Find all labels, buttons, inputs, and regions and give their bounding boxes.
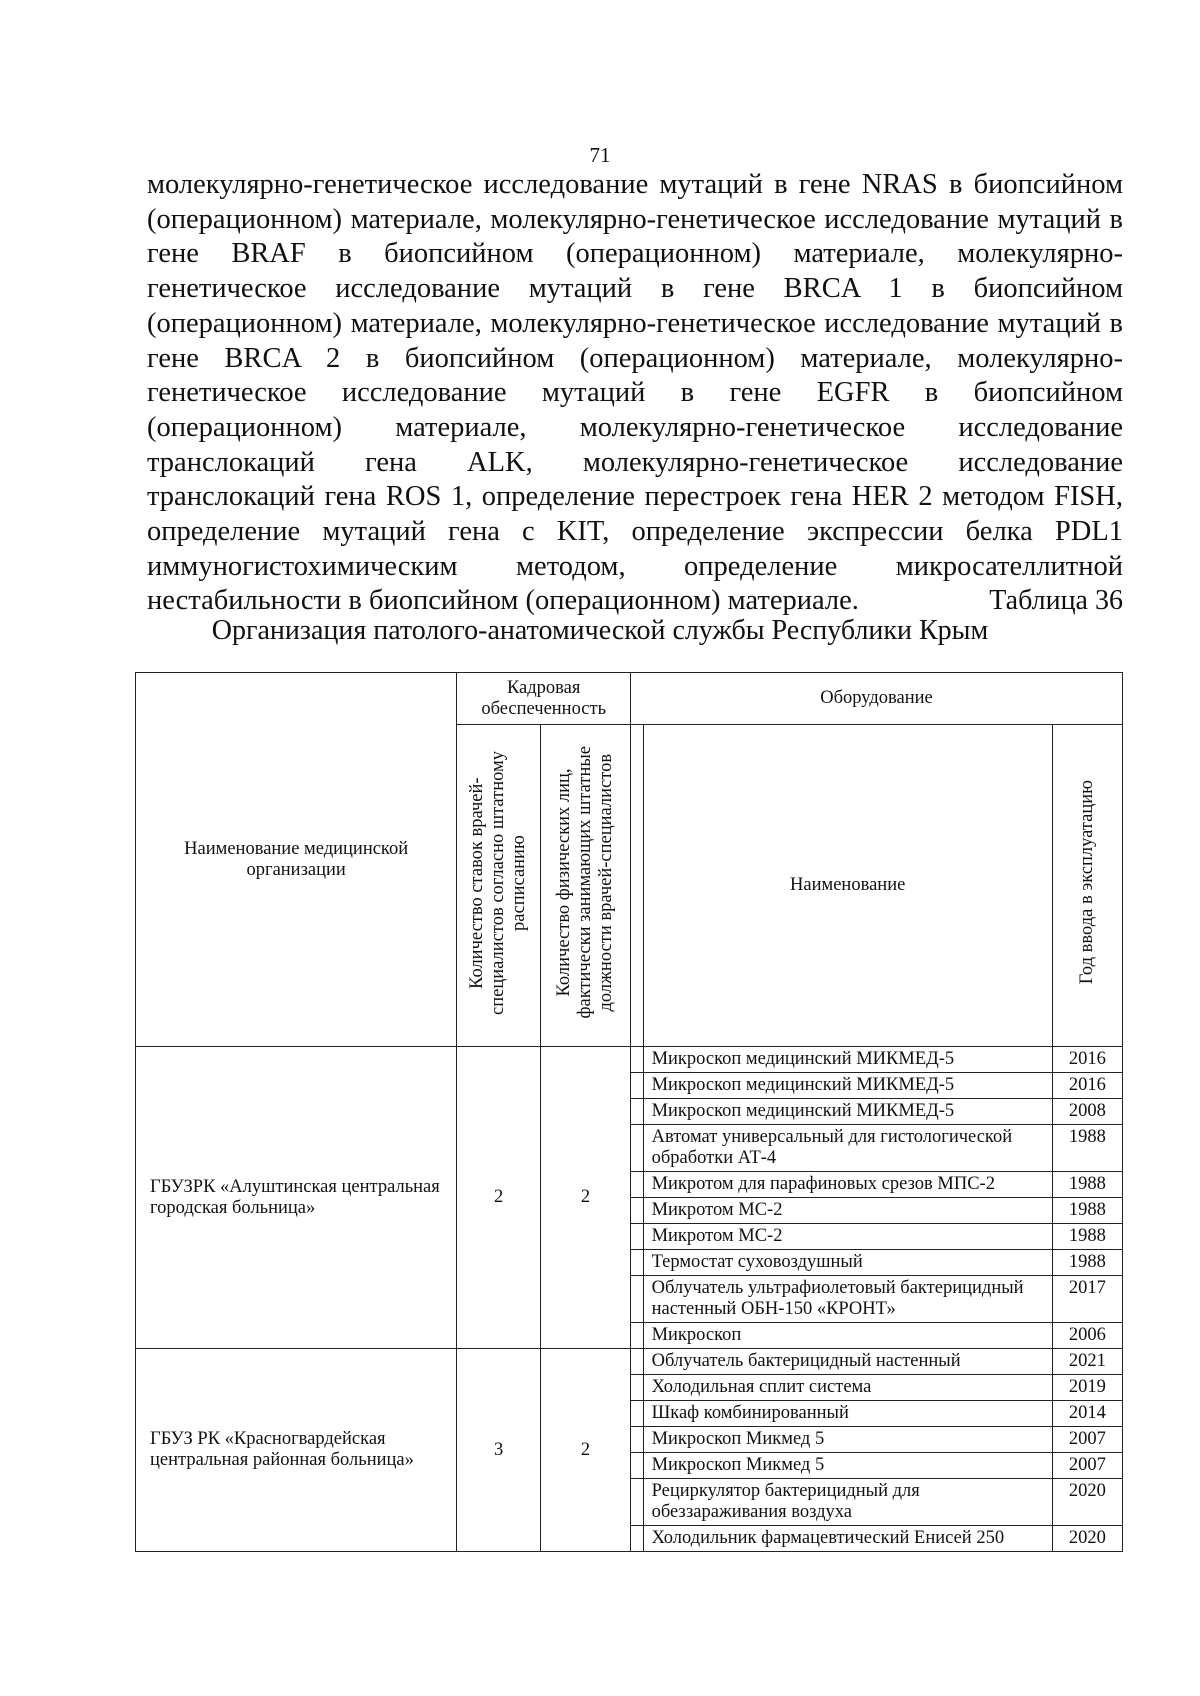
header-staff-persons-text: Количество физических лиц, фактически занимающих штатные должности врачей-специалистов (554, 746, 617, 1019)
equipment-year-cell: 1988 (1052, 1250, 1122, 1276)
column-gap (631, 1375, 644, 1401)
equipment-name-cell: Микроскоп медицинский МИКМЕД-5 (643, 1073, 1052, 1099)
column-gap (631, 1125, 644, 1172)
header-staffing: Кадровая обеспеченность (457, 673, 631, 725)
column-gap (631, 1427, 644, 1453)
equipment-table (135, 672, 1123, 1552)
header-staff-persons (541, 725, 631, 1047)
equipment-year-cell: 2007 (1052, 1453, 1122, 1479)
equipment-name-cell: Микротом МС-2 (643, 1198, 1052, 1224)
header-gap (631, 725, 644, 1047)
column-gap (631, 1047, 644, 1073)
column-gap (631, 1276, 644, 1323)
header-staff-positions-text: Количество ставок врачей- специалистов согласно штатному расписанию (467, 750, 530, 1015)
equipment-name-cell: Холодильник фармацевтический Енисей 250 (643, 1526, 1052, 1552)
table-header (136, 673, 1123, 1047)
equipment-year-cell: 2016 (1052, 1047, 1122, 1073)
column-gap (631, 1479, 644, 1526)
equipment-year-cell: 2008 (1052, 1099, 1122, 1125)
header-equipment-year (1052, 725, 1122, 1047)
equipment-year-cell: 1988 (1052, 1198, 1122, 1224)
column-gap (631, 1172, 644, 1198)
equipment-year-cell: 2017 (1052, 1276, 1122, 1323)
equipment-name-cell: Термостат суховоздушный (643, 1250, 1052, 1276)
staff-persons-cell: 2 (541, 1047, 631, 1349)
staff-positions-cell: 2 (457, 1047, 541, 1349)
equipment-year-cell: 2006 (1052, 1323, 1122, 1349)
equipment-name-cell: Холодильная сплит система (643, 1375, 1052, 1401)
column-gap (631, 1526, 644, 1552)
equipment-year-cell: 2007 (1052, 1427, 1122, 1453)
staff-positions-cell: 3 (457, 1349, 541, 1552)
header-equipment: Оборудование (631, 673, 1123, 725)
table-number: Таблица 36 (989, 585, 1123, 616)
equipment-name-cell: Микроскоп медицинский МИКМЕД-5 (643, 1099, 1052, 1125)
org-name-cell: ГБУЗ РК «Красногвардейская центральная районная больница» (136, 1349, 457, 1552)
header-equipment-year-text: Год ввода в эксплуатацию (1076, 780, 1097, 985)
header-equipment-name: Наименование (643, 725, 1052, 1047)
equipment-year-cell: 1988 (1052, 1224, 1122, 1250)
equipment-name-cell: Микротом для парафиновых срезов МПС-2 (643, 1172, 1052, 1198)
header-org-name: Наименование медицинской организации (136, 673, 457, 1047)
equipment-name-cell: Рециркулятор бактерицидный для обеззараживания воздуха (643, 1479, 1052, 1526)
body-paragraph: молекулярно-генетическое исследование мутаций в гене NRAS в биопсийном (операционном) материале, молекулярно-генетическое исследование мутаций в гене BRAF в биопсийном (операционном) материале, молекулярно-генетическое исследование мутаций в гене BRCA 1 в биопсийном (операционном) материале, молекулярно-генетическое исследование мутаций в гене BRCA 2 в биопсийном (операционном) материале, молекулярно-генетическое исследование мутаций в гене EGFR в биопсийном (операционном) материале, молекулярно-генетическое исследование транслокаций гена ALK, молекулярно-генетическое исследование транслокаций гена ROS 1, определение перестроек гена HER 2 методом FISH, определение мутаций гена с KIT, определение экспрессии белка PDL1 иммуногистохимическим методом, определение микросателлитной нестабильности в биопсийном (операционном) материале. (147, 169, 1123, 617)
equipment-year-cell: 2014 (1052, 1401, 1122, 1427)
staff-persons-cell: 2 (541, 1349, 631, 1552)
equipment-name-cell: Микротом МС-2 (643, 1224, 1052, 1250)
org-name-cell: ГБУЗРК «Алуштинская центральная городская больница» (136, 1047, 457, 1349)
page-number: 71 (589, 143, 611, 167)
equipment-year-cell: 2019 (1052, 1375, 1122, 1401)
column-gap (631, 1401, 644, 1427)
header-staff-positions (457, 725, 541, 1047)
equipment-year-cell: 1988 (1052, 1172, 1122, 1198)
equipment-year-cell: 2016 (1052, 1073, 1122, 1099)
equipment-name-cell: Облучатель ультрафиолетовый бактерицидный настенный ОБН-150 «КРОНТ» (643, 1276, 1052, 1323)
column-gap (631, 1099, 644, 1125)
equipment-name-cell: Микроскоп Микмед 5 (643, 1427, 1052, 1453)
equipment-year-cell: 2020 (1052, 1479, 1122, 1526)
equipment-name-cell: Автомат универсальный для гистологической обработки АТ-4 (643, 1125, 1052, 1172)
equipment-year-cell: 2021 (1052, 1349, 1122, 1375)
equipment-year-cell: 1988 (1052, 1125, 1122, 1172)
table-body (136, 1047, 1123, 1552)
table-row (136, 1047, 1123, 1073)
table-caption: Организация патолого-анатомической службы Республики Крым (211, 615, 989, 646)
equipment-name-cell: Микроскоп (643, 1323, 1052, 1349)
column-gap (631, 1323, 644, 1349)
equipment-name-cell: Микроскоп Микмед 5 (643, 1453, 1052, 1479)
equipment-name-cell: Облучатель бактерицидный настенный (643, 1349, 1052, 1375)
column-gap (631, 1224, 644, 1250)
equipment-name-cell: Микроскоп медицинский МИКМЕД-5 (643, 1047, 1052, 1073)
column-gap (631, 1198, 644, 1224)
column-gap (631, 1073, 644, 1099)
equipment-name-cell: Шкаф комбинированный (643, 1401, 1052, 1427)
column-gap (631, 1250, 644, 1276)
column-gap (631, 1453, 644, 1479)
column-gap (631, 1349, 644, 1375)
table-row (136, 1349, 1123, 1375)
equipment-year-cell: 2020 (1052, 1526, 1122, 1552)
